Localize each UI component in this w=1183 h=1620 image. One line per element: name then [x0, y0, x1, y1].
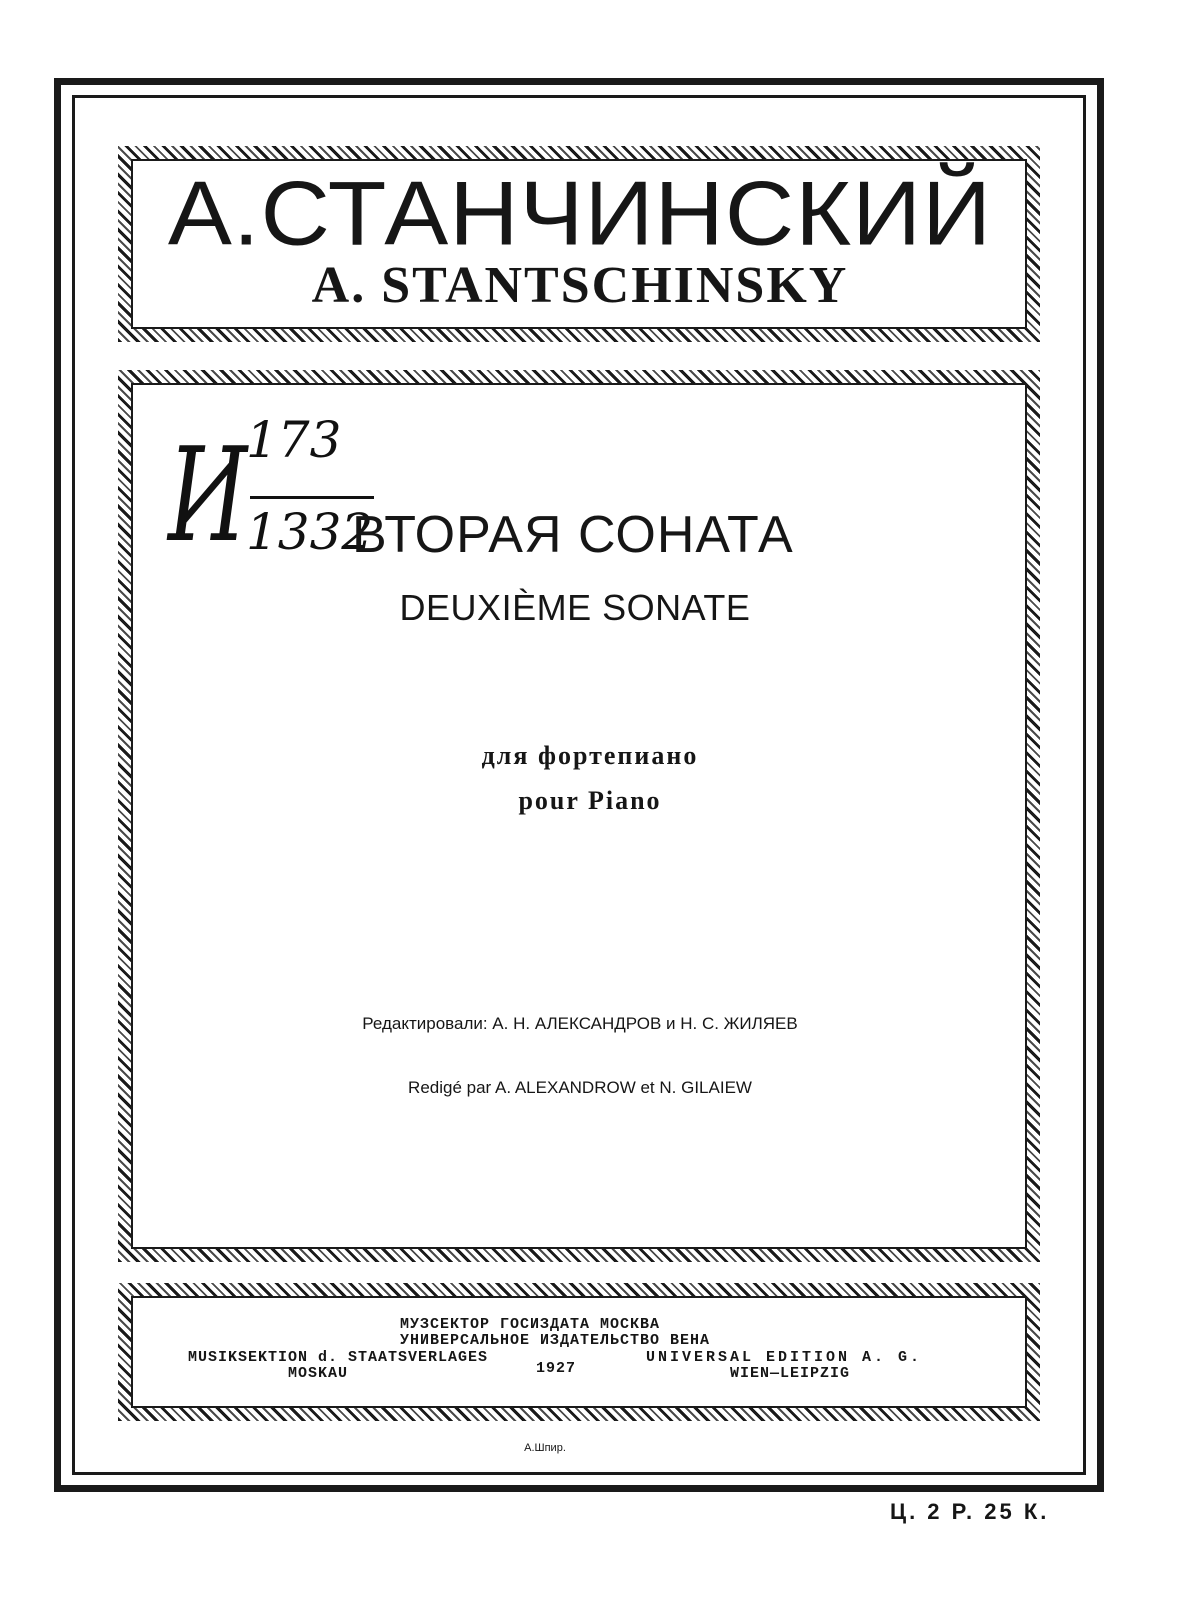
editors-ru: Редактировали: А. Н. АЛЕКСАНДРОВ и Н. С. ЖИЛЯЕВ: [362, 1014, 798, 1033]
composer-name-ru: А.СТАНЧИНСКИЙ: [167, 162, 993, 265]
publisher-right-line2: WIEN—LEIPZIG: [730, 1365, 851, 1382]
editors-fr: Redigé par A. ALEXANDROW et N. GILAIEW: [408, 1078, 752, 1097]
engraver-signature: А.Шпир.: [524, 1442, 566, 1454]
plate-number: Ц. 2 Р. 25 К.: [890, 1499, 1050, 1524]
instrument-fr: pour Piano: [518, 786, 662, 815]
publisher-ru-line1: МУЗСЕКТОР ГОСИЗДАТА МОСКВА: [400, 1316, 661, 1333]
publisher-right-line1: UNIVERSAL EDITION A. G.: [646, 1349, 923, 1366]
shelfmark-divider: [250, 496, 374, 499]
publisher-left-line1: MUSIKSEKTION d. STAATSVERLAGES: [188, 1349, 489, 1366]
publisher-left-line2: MOSKAU: [288, 1365, 349, 1382]
composer-name-latin: A. STANTSCHINSKY: [311, 257, 849, 314]
publisher-ru-line2: УНИВЕРСАЛЬНОЕ ИЗДАТЕЛЬСТВО ВЕНА: [400, 1332, 711, 1349]
publication-year: 1927: [536, 1360, 577, 1377]
shelfmark-top-number: 173: [246, 411, 342, 469]
shelfmark-letter: И: [168, 419, 248, 571]
shelfmark-bottom-number: 1332: [246, 503, 374, 561]
library-shelfmark: [150, 410, 374, 610]
instrument-ru: для фортепиано: [481, 741, 699, 770]
work-title-fr: DEUXIÈME SONATE: [399, 587, 751, 628]
work-title-ru: ВТОРАЯ СОНАТА: [352, 506, 794, 564]
